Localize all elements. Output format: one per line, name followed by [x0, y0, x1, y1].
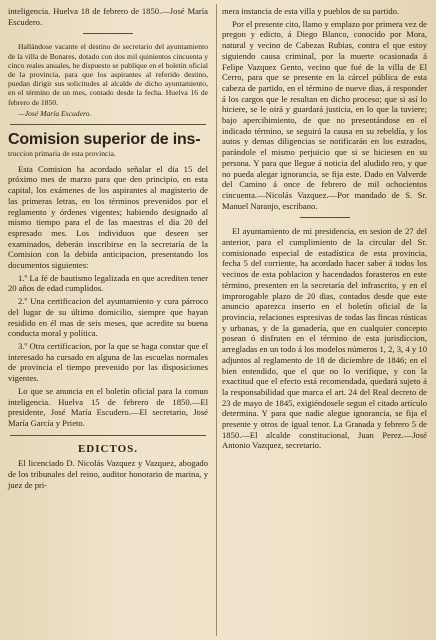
left-column [8, 6, 208, 492]
edict-intro: El licenciado D. Nicolás Vazquez y Vazquez, abogado de los tribunales del reino, auditor honorario de marina, y juez de pri- [8, 458, 208, 490]
announcement-paragraph: Lo que se anuncia en el boletín oficial para la comun inteligencia. Huelva 15 de febrero de 1850.—El presidente, José María Escudero.—El secretario, José María García y Prieto. [8, 385, 208, 428]
vacancy-signature: —José María Escudero. [18, 108, 92, 118]
council-paragraph: El ayuntamiento de mi presidencia, en sesion de 27 del anterior, para el cumplimiento de la circular del Sr. comisionado especial de estadística de esta provincia, fecha 5 del corriente, ha acordado hacer saber á todos los vecinos de esta poblacion y hacendados forasteros en este término, presenten en la secretaría del infrascrito, y en el improrogable plazo de 20 dias, contados desde que este anuncio aparezca inserto en el boletín oficial de la provincia, relaciones espresivas de todas las fincas rústicas y urbanas, y de la ganadería, que en cualquier concepto posean ó disfruten en el término de esta jurisdiccion, arregladas en un todo á los modelos números 1, 2, 3, 4 y 10 adjuntos al reglamento de 18 de diciembre de 1846; en el bien entendido, que el que no lo verifique, y con la exactitud que el efecto está recomendada, quedará sujeto á la responsabilidad que marca el art. 24 del Real decreto de 23 de mayo de 1845, exigiéndosele segun el citado artículo determina. Y para que nadie alegue ignorancia, se fija el presente y otros de igual tenor. La Granada y febrero 5 de 1850.—El alcalde constitucional, Juan Perez.—José Antonio Vazquez, secretario. [222, 226, 427, 451]
column-divider [216, 4, 217, 636]
requirement-item: 3.º Otra certificacion, por la que se haga constar que el interesado ha cursado en alguna de las escuelas normales de provincia el tiempo prevenido por las disposiciones vigentes. [8, 340, 208, 384]
summons-paragraph: Por el presente cito, llamo y emplazo por primera vez de pregon y edicto, á Diego Blanco, conocido por Mora, natural y vecino de Cabezas Rubias, contra el que estoy siguiendo causa criminal, por la muerte ocasionada á Felipe Vazquez Gento, vecino que fué de la villa de El Cerro, para que se presente en la cárcel pública de esta cabeza de partido, en el término de nueve dias, á responder á los cargos que le resultan en dicho proceso; que si así lo hiciere, se le oirá y guardará justicia, en lo que la tuviere; bajo apercibimiento, de que no presentándose en el indicado término, se seguirá la causa en su rebeldía, y los autos y demas diligencias se notificarán en los estrados, parándole el mismo perjuicio que si se hiciesen en su persona. Y para que llegue á noticia del aludido reo, y que no pueda alegar ignorancia, se fija este. Dado en Valverde del Camino á once de febrero de mil ochocientos cincuenta.—Nicolás Vazquez.—Por mandado de S. Sr. Manuel Naranjo, escribano. [222, 18, 427, 211]
requirements-list [8, 273, 208, 384]
commission-paragraph: Esta Comision ha acordado señalar el dia 15 del próximo mes de marzo para que den principio, en esta capital, los exámenes de los aspirantes al magisterio de las primeras letras, en los términos prevenidos por el reglamento y órdenes vigentes; habiendo designado al mismo tiempo para el de las maestras el dia 20 del espresado mes. Los individuos que deseen ser examinados, deberán inscribirse en la secretaría de la Comision con la debida anticipacion, presentando los documentos siguientes: [8, 163, 208, 271]
edictos-heading: EDICTOS. [77, 442, 139, 455]
vacancy-notice: Hallándose vacante el destino de secretario del ayuntamiento de la villa de Bonares, dotado con dos mil quinientos cincuenta y cinco reales anuales, he dispuesto se publique en el boletín oficial de la provincia, para que los aspirantes al referido destino, puedan dirigir sus solicitudes al alcalde de dicho ayuntamiento, en el término de un mes, contado desde la fecha. Huelva 16 de febrero de 1850. [8, 42, 208, 107]
section-title: Comision superior de ins- [8, 131, 201, 149]
separator [10, 124, 206, 125]
separator [83, 33, 133, 34]
separator [10, 435, 206, 436]
section-subtitle: truccion primaria de esta provincia. [8, 149, 116, 159]
edict-continuation: mera instancia de esta villa y pueblos de su partido. [222, 6, 400, 16]
requirement-item: 1.º La fé de bautismo legalizada en que acrediten tener 20 años de edad cumplidos. [8, 272, 208, 294]
requirement-item: 2.º Una certificacion del ayuntamiento y cura párroco del lugar de su último domicilio, siempre que hayan residido en él mas de seis meses, que acredite su buena conducta moral y política. [8, 296, 208, 339]
separator [300, 217, 350, 218]
right-column [222, 6, 427, 453]
intro-text: inteligencia. Huelva 18 de febrero de 1850.—José María Escudero. [8, 6, 208, 27]
